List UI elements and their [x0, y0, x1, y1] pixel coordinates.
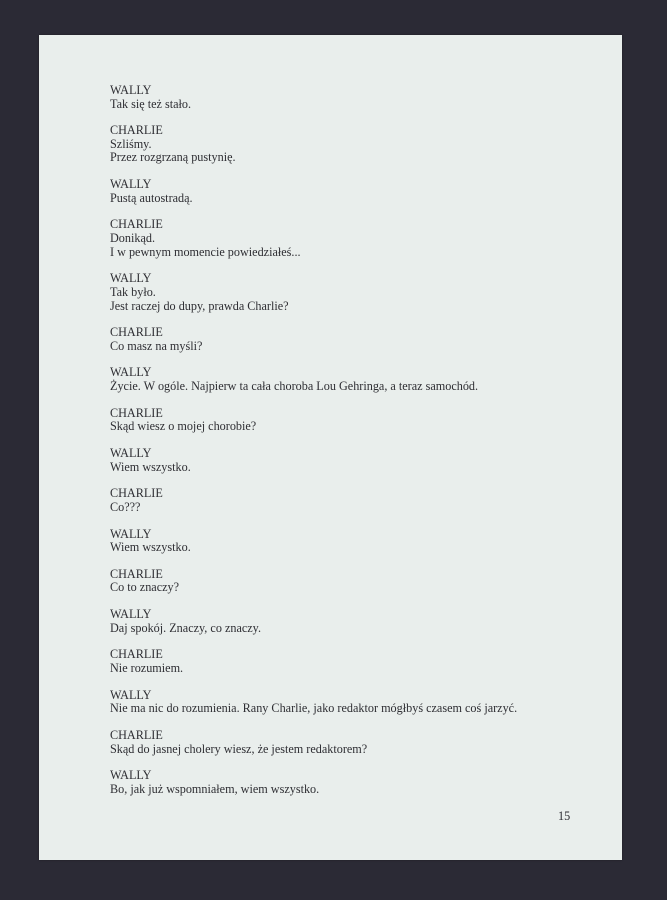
speaker-name: CHARLIE	[110, 325, 163, 340]
dialogue-block	[110, 487, 590, 514]
dialogue-line: Szliśmy.	[110, 136, 152, 151]
dialogue-line: Skąd do jasnej cholery wiesz, że jestem redaktorem?	[110, 741, 368, 756]
dialogue-line: Wiem wszystko.	[110, 459, 191, 474]
dialogue-line: Wiem wszystko.	[110, 540, 191, 555]
dialogue-line: Co to znaczy?	[110, 580, 180, 595]
dialogue-line: Co???	[110, 499, 141, 514]
dialogue-line: Życie. W ogóle. Najpierw ta cała choroba Lou Gehringa, a teraz samochód.	[110, 379, 479, 394]
dialogue-line: Pustą autostradą.	[110, 190, 193, 205]
dialogue-body	[110, 84, 590, 810]
speaker-name: CHARLIE	[110, 486, 163, 501]
dialogue-block	[110, 447, 590, 474]
dialogue-block	[110, 178, 590, 205]
dialogue-line: I w pewnym momencie powiedziałeś...	[110, 244, 301, 259]
dialogue-line: Jest raczej do dupy, prawda Charlie?	[110, 298, 289, 313]
dialogue-block	[110, 272, 590, 313]
speaker-name: WALLY	[110, 271, 152, 286]
dialogue-block	[110, 769, 590, 796]
dialogue-block	[110, 407, 590, 434]
dialogue-block	[110, 326, 590, 353]
speaker-name: CHARLIE	[110, 217, 163, 232]
dialogue-block	[110, 218, 590, 259]
dialogue-line: Tak było.	[110, 284, 156, 299]
dialogue-block	[110, 568, 590, 595]
dialogue-line: Co masz na myśli?	[110, 338, 203, 353]
dialogue-line: Skąd wiesz o mojej chorobie?	[110, 419, 257, 434]
speaker-name: CHARLIE	[110, 405, 163, 420]
speaker-name: WALLY	[110, 607, 152, 622]
document-page	[39, 35, 622, 860]
dialogue-block	[110, 729, 590, 756]
speaker-name: WALLY	[110, 687, 152, 702]
dialogue-block	[110, 528, 590, 555]
speaker-name: WALLY	[110, 83, 152, 97]
dialogue-block	[110, 84, 590, 111]
dialogue-line: Nie rozumiem.	[110, 661, 184, 676]
dialogue-line: Nie ma nic do rozumienia. Rany Charlie, jako redaktor mógłbyś czasem coś jarzyć.	[110, 701, 518, 716]
dialogue-line: Bo, jak już wspomniałem, wiem wszystko.	[110, 781, 320, 796]
speaker-name: WALLY	[110, 365, 152, 380]
speaker-name: CHARLIE	[110, 123, 163, 138]
speaker-name: WALLY	[110, 768, 152, 783]
dialogue-block	[110, 608, 590, 635]
dialogue-line: Daj spokój. Znaczy, co znaczy.	[110, 620, 262, 635]
dialogue-block	[110, 124, 590, 165]
page-number: 15	[558, 809, 571, 823]
dialogue-line: Przez rozgrzaną pustynię.	[110, 150, 236, 165]
dialogue-block	[110, 689, 590, 716]
speaker-name: CHARLIE	[110, 566, 163, 581]
speaker-name: WALLY	[110, 526, 152, 541]
dialogue-block	[110, 648, 590, 675]
speaker-name: WALLY	[110, 177, 152, 192]
speaker-name: CHARLIE	[110, 728, 163, 742]
dialogue-line: Tak się też stało.	[110, 96, 192, 111]
dialogue-line: Donikąd.	[110, 231, 156, 246]
dialogue-block	[110, 366, 590, 393]
speaker-name: CHARLIE	[110, 647, 163, 662]
speaker-name: WALLY	[110, 446, 152, 461]
